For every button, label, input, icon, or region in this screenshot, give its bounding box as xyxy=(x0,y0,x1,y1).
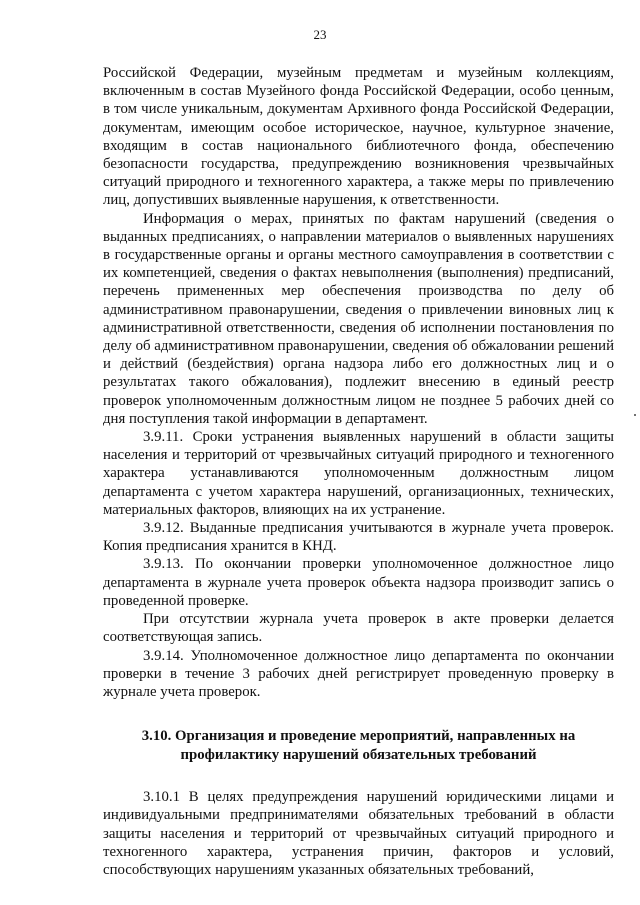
document-body xyxy=(103,64,614,879)
paragraph-absence-journal: При отсутствии журнала учета проверок в акте проверки делается соответствующая запись. xyxy=(103,611,614,646)
paragraph-3-10-1: 3.10.1 В целях предупреждения нарушений юридическими лицами и индивидуальными предпринимателями обязательных требований в области защиты населения и территорий от чрезвычайных ситуаций природного и техногенного характера, устранения причин, факторов и условий, способствующих нарушениям указанных обязательных требований, xyxy=(103,789,614,878)
page-number: 23 xyxy=(313,27,327,42)
paragraph-continued: Российской Федерации, музейным предметам и музейным коллекциям, включенным в состав Музейного фонда Российской Федерации, особо ценным, в том числе уникальным, документам Архивного фонда Российской Федерации, документам, имеющим особое историческое, научное, культурное значение, входящим в состав национального библиотечного фонда, обеспечению безопасности государства, предупреждению возникновения чрезвычайных ситуаций природного и техногенного характера, а также меры по привлечению лиц, допустивших выявленные нарушения, к ответственности. xyxy=(103,65,614,209)
paragraph-information-measures: Информация о мерах, принятых по фактам нарушений (сведения о выданных предписаниях, о направлении материалов о выявленных нарушениях в государственные органы и органы местного самоуправления в соответствии с их компетенцией, сведения о фактах невыполнения (выполнения) предписаний, перечень примененных мер обеспечения производства по делу об административном правонарушении, сведения о привлечении виновных лиц к административной ответственности, сведения об исполнении постановления по делу об административном правонарушении, сведения об обжаловании решений и действий (бездействия) органа надзора либо его должностных лиц и о результатах такого обжалования), подлежит внесению в единый реестр проверок уполномоченным должностным лицом не позднее 5 рабочих дней со дня поступления такой информации в департамент. xyxy=(103,210,614,427)
paragraph-3-9-13: 3.9.13. По окончании проверки уполномоченное должностное лицо департамента в журнале учета проверок объекта надзора производит запись о проведенной проверке. xyxy=(103,556,614,609)
paragraph-3-9-11: 3.9.11. Сроки устранения выявленных нарушений в области защиты населения и территорий от чрезвычайных ситуаций природного и техногенного характера устанавливаются уполномоченным должностным лицом департамента с учетом характера нарушений, организационных, технических, материальных факторов, влияющих на их устранение. xyxy=(103,429,614,518)
section-heading-3-10: 3.10. Организация и проведение мероприятий, направленных на профилактику нарушений обязательных требований xyxy=(141,728,576,763)
margin-dot xyxy=(634,414,636,416)
paragraph-3-9-14: 3.9.14. Уполномоченное должностное лицо департамента по окончании проверки в течение 3 рабочих дней регистрирует проведенную проверку в журнале учета проверок. xyxy=(103,647,614,700)
paragraph-3-9-12: 3.9.12. Выданные предписания учитываются в журнале учета проверок. Копия предписания хранится в КНД. xyxy=(103,520,614,555)
